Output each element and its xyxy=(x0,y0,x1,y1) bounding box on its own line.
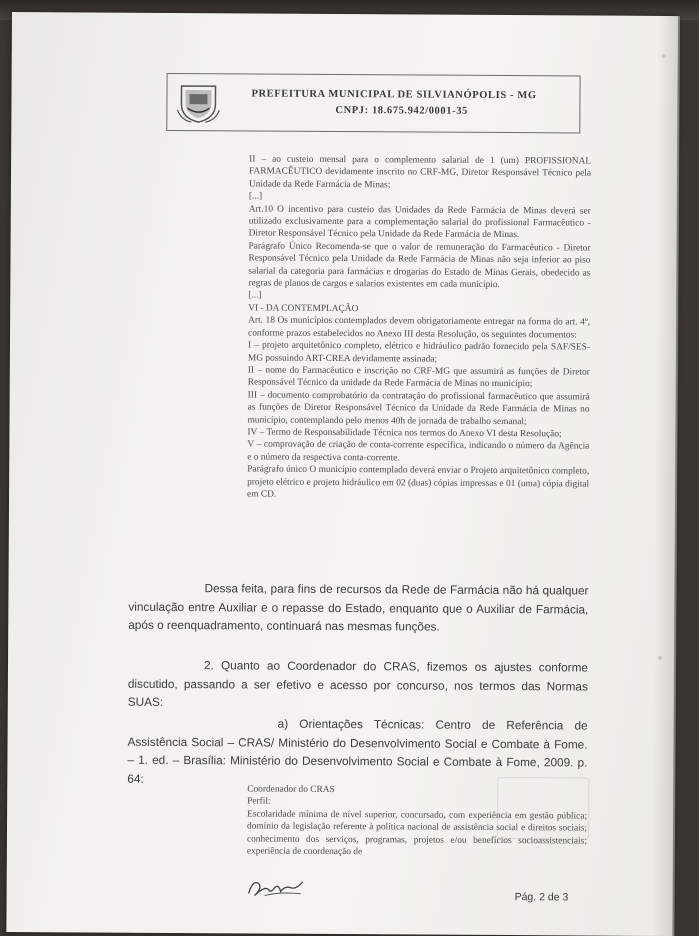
punch-mark xyxy=(658,656,662,660)
quote-paragraph: Parágrafo único O município contemplado deverá enviar o Projeto arquitetônico completo, projeto elétrico e projeto hidráulico em 02 (duas) cópias impressas e 01 (uma) cópia digital em CD. xyxy=(247,464,590,500)
quote-paragraph: Parágrafo Único Recomenda-se que o valor de remuneração do Farmacêutico - Diretor Responsável Técnico pela Unidade da Rede Farmácia de Minas não seja inferior ao piso salarial da categoria para farmácias e drogarias do Estado de Minas Gerais, obedecido as regras de planos de cargos e salarios existentes em cada município. xyxy=(248,241,591,291)
quote-subtitle: Perfil: xyxy=(247,796,271,808)
initials-signature xyxy=(245,873,309,901)
quote-paragraph: III – documento comprobatório da contratação do profissional farmacêutico que assumirá as funções de Diretor Responsável Técnico da Unidade da Rede Farmácia de Minas no município, contemplando pelo menos 40h de jornada de trabalho semanal; xyxy=(247,390,590,427)
cras-quote-block xyxy=(247,783,587,860)
body-text: a) Orientações Técnicas: Centro de Referência de Assistência Social – CRAS/ Ministério do Desenvolvimento Social e Combate à Fome. – 1. ed. – Brasília: Ministério do Desenvolvimento Social e Combate à Fome, 2009. p. 64: xyxy=(127,716,588,786)
page-number: Pág. 2 de 3 xyxy=(514,891,569,904)
punch-mark xyxy=(662,54,666,58)
quote-paragraph: II – ao custeio mensal para o complemento salarial de 1 (um) PROFISSIONAL FARMACÊUTICO devidamente inscrito no CRF-MG, Diretor Responsável Técnico pela Unidade da Rede Farmácia de Minas; xyxy=(248,154,592,191)
quote-section-heading: VI - DA CONTEMPLAÇÃO xyxy=(248,303,359,314)
quote-paragraph: Art.10 O incentivo para custeio das Unidades da Rede Farmácia de Minas deverá ser utilizado exclusivamente para a complementação salarial do profissional Farmacêutico - Diretor Responsável Técnico pela Unidade da Rede Farmácia de Minas. xyxy=(248,204,591,241)
letterhead-cnpj: CNPJ: 18.675.942/0001-35 xyxy=(335,104,468,117)
document-page xyxy=(6,12,678,936)
quote-paragraph: II – nome do Farmacêutico e inscrição no CRF-MG que assumirá as funções de Diretor Responsável Técnico da unidade da Rede Farmácia de Minas no município; xyxy=(247,365,590,390)
letterhead xyxy=(166,73,580,134)
quote-title: Coordenador do CRAS xyxy=(247,784,335,795)
legal-quote-block xyxy=(247,153,591,502)
quote-paragraph: Art. 18 Os municípios contemplados devem obrigatoriamente entregar na forma do art. 4º, conforme prazos estabelecidos no Anexo III desta Resolução, os seguintes documentos: xyxy=(248,315,591,341)
quote-paragraph: Escolaridade mínima de nível superior, concursado, com experiência em gestão pública; domínio da legislação referente à política nacional de assistência social e direitos sociais; conhecimento dos serviços, programas, projetos e/ou benefícios socioassistenciais; experiência de coordenação de xyxy=(246,809,588,858)
body-paragraph-2 xyxy=(128,656,588,714)
municipal-crest-icon xyxy=(175,80,221,124)
quote-paragraph: I – projeto arquitetônico completo, elétrico e hidráulico padrão fornecido pela SAF/SES-MG possuindo ART-CREA devidamente assinada; xyxy=(247,340,590,365)
body-text: Dessa feita, para fins de recursos da Rede de Farmácia não há qualquer vinculação entre Auxiliar e o repasse do Estado, enquanto que o Auxiliar de Farmácia, após o reenquadramento, continuará nas mesmas funções. xyxy=(128,581,589,634)
body-text: 2. Quanto ao Coordenador do CRAS, fizemos os ajustes conforme discutido, passando a ser efetivo e acesso por concurso, nos termos das Normas SUAS: xyxy=(127,658,589,709)
paper-edge-shadow xyxy=(652,16,680,936)
quote-paragraph: IV – Termo de Responsabilidade Técnica nos termos do Anexo VI desta Resolução; xyxy=(247,427,562,440)
quote-ellipsis: [...] xyxy=(248,290,262,301)
quote-paragraph: V – comprovação de criação de conta-corrente específica, indicando o número da Agência e o número da respectiva conta-corrente. xyxy=(247,439,590,464)
letterhead-title: PREFEITURA MUNICIPAL DE SILVIANÓPOLIS - MG xyxy=(251,88,537,102)
quote-ellipsis: [...] xyxy=(248,191,263,202)
body-paragraph-1 xyxy=(128,579,588,637)
